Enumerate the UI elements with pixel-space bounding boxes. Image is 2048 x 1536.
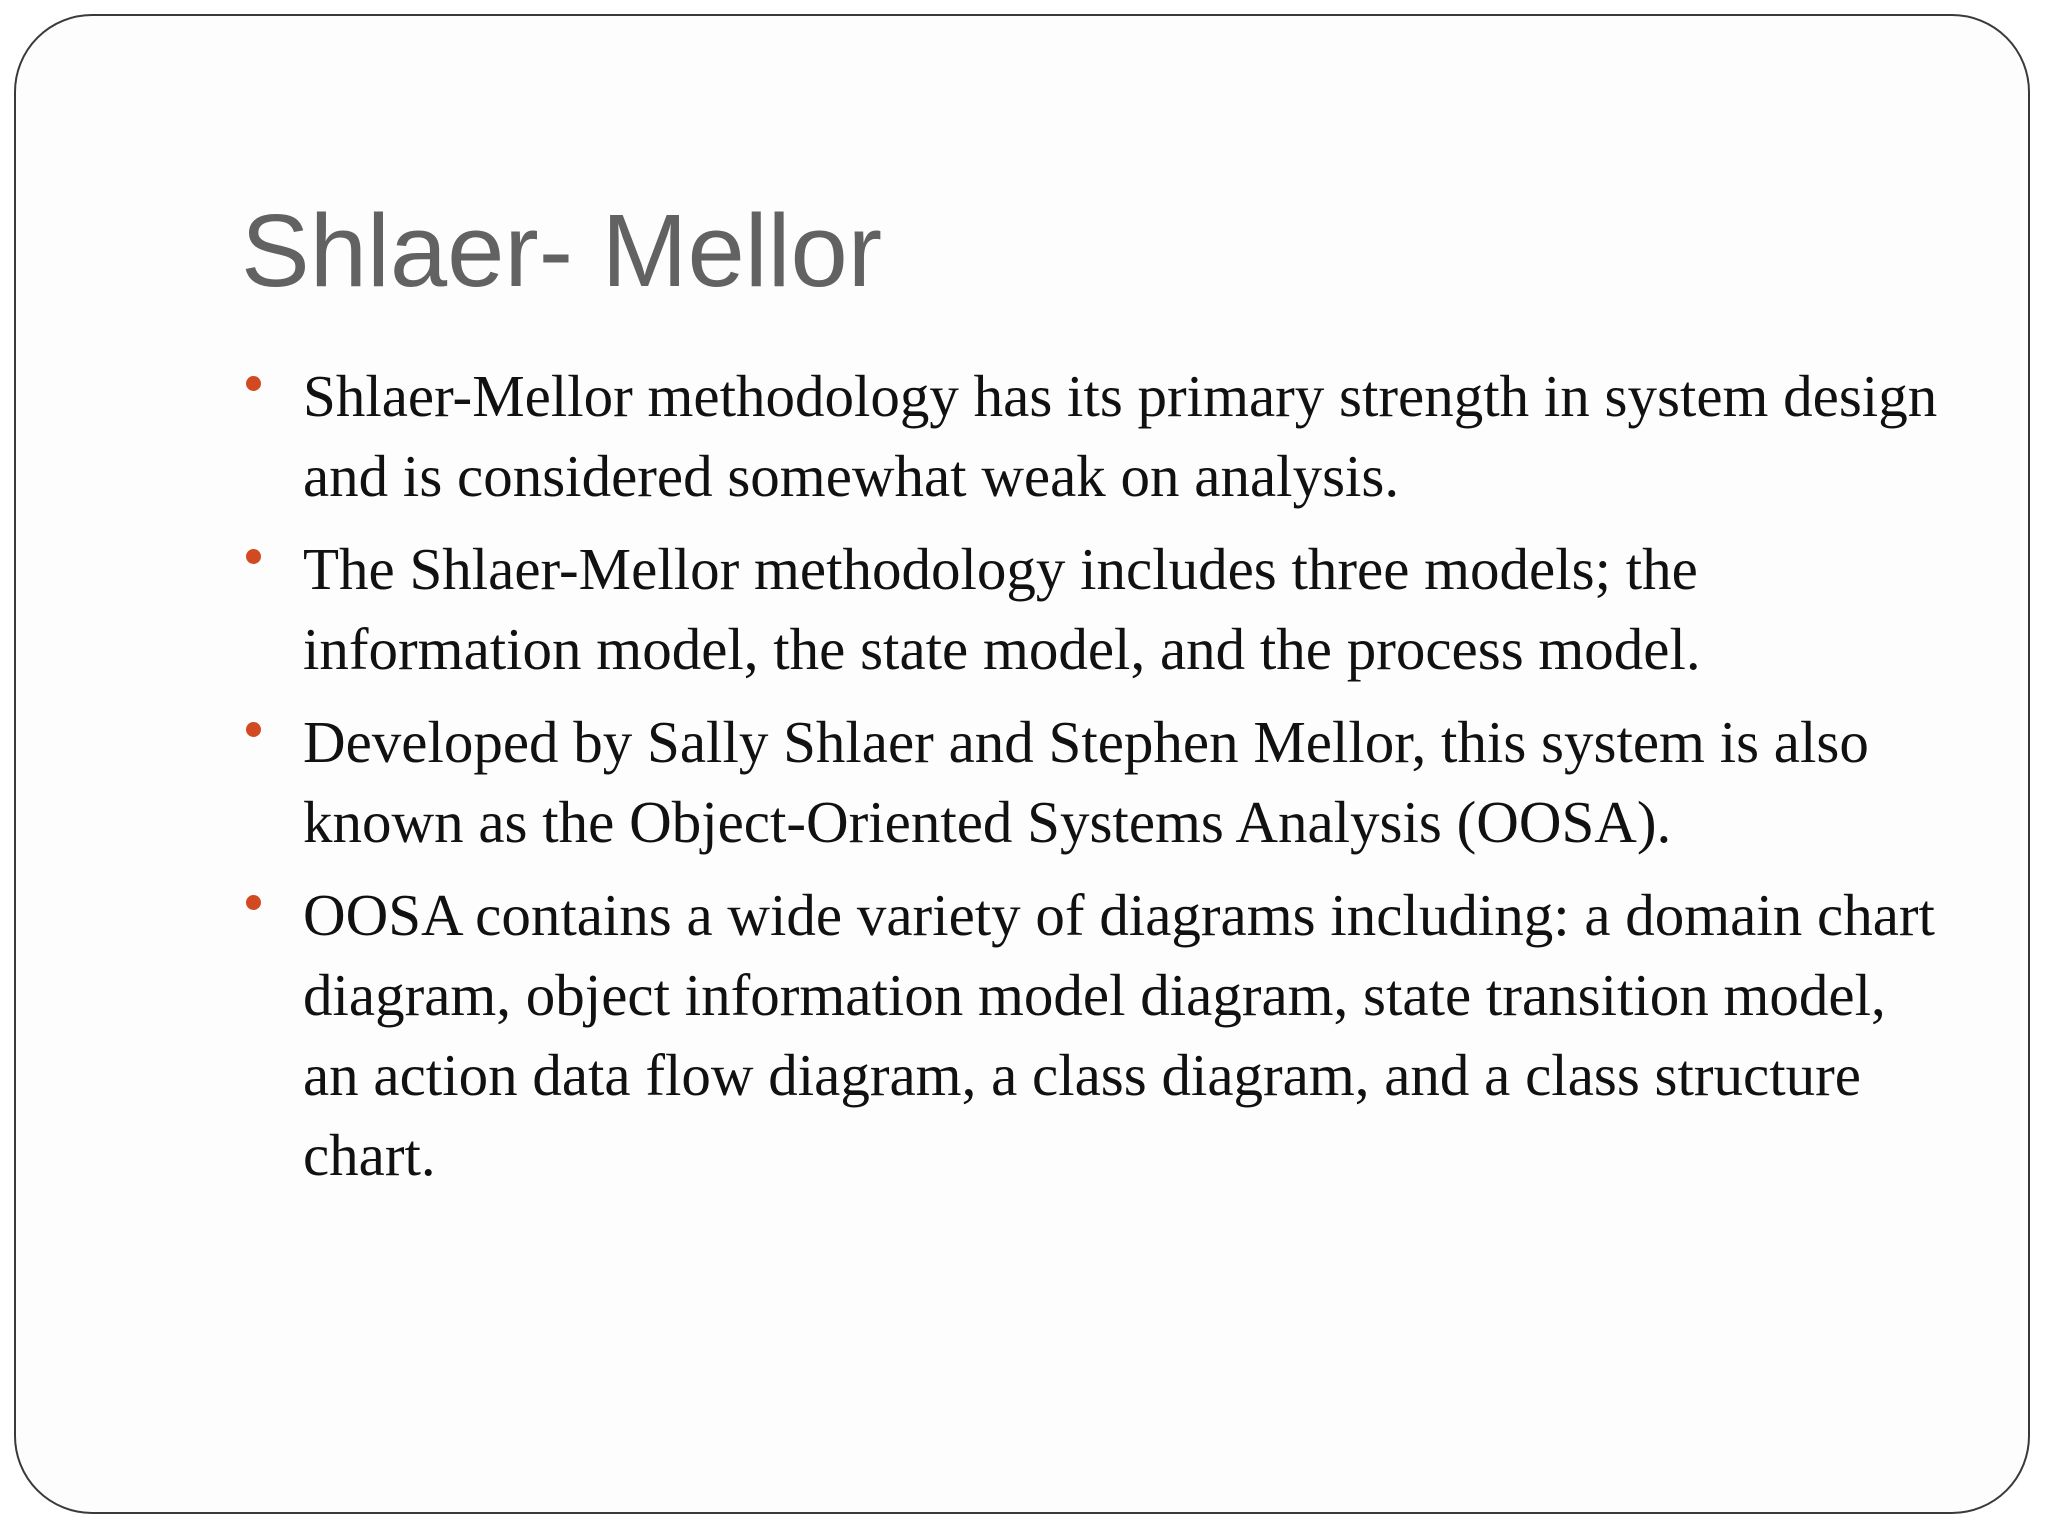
bullet-item xyxy=(246,875,1946,1195)
bullet-text: Developed by Sally Shlaer and Stephen Mellor, this system is also known as the Object-Oriented Systems Analysis (OOSA). xyxy=(303,709,1869,855)
bullet-text: OOSA contains a wide variety of diagrams including: a domain chart diagram, object information model diagram, state transition model, an action data flow diagram, a class diagram, and a class structure chart. xyxy=(303,882,1935,1188)
bullet-item xyxy=(246,356,1946,516)
bullet-item xyxy=(246,529,1946,689)
bullet-text: Shlaer-Mellor methodology has its primary strength in system design and is considered somewhat weak on analysis. xyxy=(303,363,1938,509)
slide-title: Shlaer- Mellor xyxy=(241,193,883,308)
bullet-dot-icon xyxy=(246,722,261,737)
bullet-dot-icon xyxy=(246,549,261,564)
bullet-text: The Shlaer-Mellor methodology includes three models; the information model, the state model, and the process model. xyxy=(303,536,1701,682)
bullet-list xyxy=(246,356,1946,1208)
bullet-dot-icon xyxy=(246,895,261,910)
bullet-dot-icon xyxy=(246,376,261,391)
bullet-item xyxy=(246,702,1946,862)
slide xyxy=(14,14,2030,1514)
